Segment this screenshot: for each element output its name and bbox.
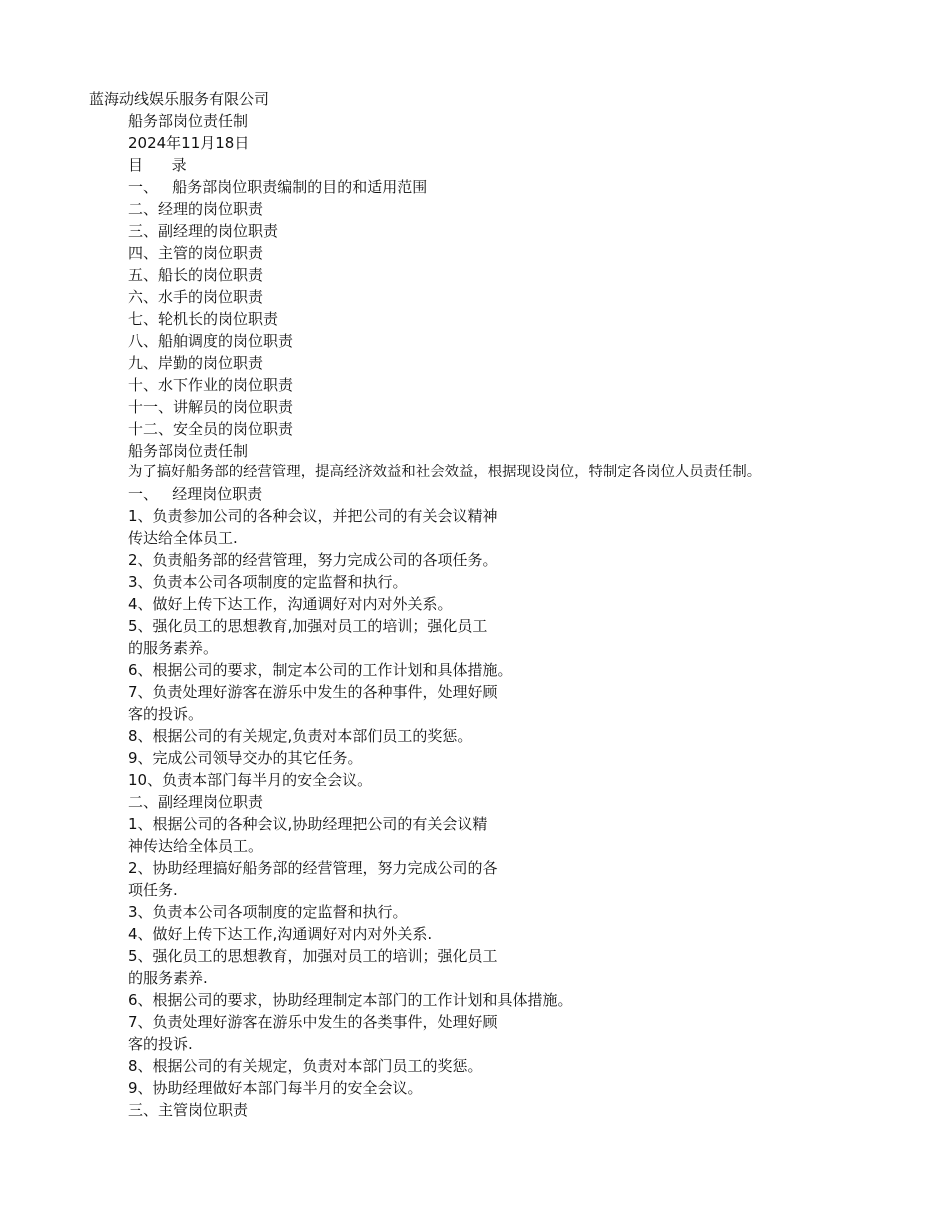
section1-line: 6、根据公司的要求，制定本公司的工作计划和具体措施。: [128, 661, 513, 679]
body-title: 船务部岗位责任制: [128, 442, 249, 460]
toc-item: 十二、安全员的岗位职责: [128, 420, 294, 438]
section1-line: 客的投诉。: [128, 705, 204, 723]
section1-line: 7、负责处理好游客在游乐中发生的各种事件，处理好顾: [128, 683, 498, 701]
toc-item: 五、船长的岗位职责: [128, 266, 264, 284]
section1-line: 4、做好上传下达工作，沟通调好对内对外关系。: [128, 595, 453, 613]
section1-line: 传达给全体员工.: [128, 529, 238, 547]
section2-line: 的服务素养.: [128, 969, 208, 987]
section1-line: 2、负责船务部的经营管理，努力完成公司的各项任务。: [128, 551, 498, 569]
section2-line: 8、根据公司的有关规定，负责对本部门员工的奖惩。: [128, 1057, 483, 1075]
section2-line: 神传达给全体员工。: [128, 837, 264, 855]
section-heading-manager: 一、 经理岗位职责: [128, 485, 263, 503]
section1-line: 的服务素养。: [128, 639, 219, 657]
toc-item: 九、岸勤的岗位职责: [128, 354, 264, 372]
section2-line: 4、做好上传下达工作,沟通调好对内对外关系.: [128, 925, 433, 943]
section1-line: 3、负责本公司各项制度的定监督和执行。: [128, 573, 408, 591]
toc-item: 二、经理的岗位职责: [128, 200, 264, 218]
document-date: 2024年11月18日: [128, 134, 250, 152]
intro-paragraph: 为了搞好船务部的经营管理，提高经济效益和社会效益，根据现设岗位，特制定各岗位人员责任制。: [128, 464, 762, 480]
toc-item: 六、水手的岗位职责: [128, 288, 264, 306]
section2-line: 6、根据公司的要求，协助经理制定本部门的工作计划和具体措施。: [128, 991, 573, 1009]
section2-line: 9、协助经理做好本部门每半月的安全会议。: [128, 1079, 423, 1097]
section2-line: 5、强化员工的思想教育，加强对员工的培训；强化员工: [128, 947, 498, 965]
section1-line: 9、完成公司领导交办的其它任务。: [128, 749, 363, 767]
document-title: 船务部岗位责任制: [128, 112, 249, 130]
toc-item: 八、船舶调度的岗位职责: [128, 332, 294, 350]
toc-item: 三、副经理的岗位职责: [128, 222, 279, 240]
toc-item: 一、 船务部岗位职责编制的目的和适用范围: [128, 178, 428, 196]
toc-heading: 目 录: [128, 156, 187, 174]
section-heading-deputy-manager: 二、副经理岗位职责: [128, 793, 264, 811]
company-name: 蓝海动线娱乐服务有限公司: [89, 90, 270, 108]
toc-item: 七、轮机长的岗位职责: [128, 310, 279, 328]
section2-line: 3、负责本公司各项制度的定监督和执行。: [128, 903, 408, 921]
section1-line: 5、强化员工的思想教育,加强对员工的培训；强化员工: [128, 617, 488, 635]
section2-line: 客的投诉.: [128, 1035, 193, 1053]
section1-line: 10、负责本部门每半月的安全会议。: [128, 771, 373, 789]
toc-item: 十一、讲解员的岗位职责: [128, 398, 294, 416]
section2-line: 1、根据公司的各种会议,协助经理把公司的有关会议精: [128, 815, 488, 833]
toc-item: 四、主管的岗位职责: [128, 244, 264, 262]
toc-item: 十、水下作业的岗位职责: [128, 376, 294, 394]
section2-line: 7、负责处理好游客在游乐中发生的各类事件，处理好顾: [128, 1013, 498, 1031]
section1-line: 8、根据公司的有关规定,负责对本部们员工的奖惩。: [128, 727, 473, 745]
section2-line: 项任务.: [128, 881, 178, 899]
section2-line: 2、协助经理搞好船务部的经营管理，努力完成公司的各: [128, 859, 498, 877]
section1-line: 1、负责参加公司的各种会议，并把公司的有关会议精神: [128, 507, 498, 525]
section-heading-supervisor: 三、主管岗位职责: [128, 1101, 249, 1119]
